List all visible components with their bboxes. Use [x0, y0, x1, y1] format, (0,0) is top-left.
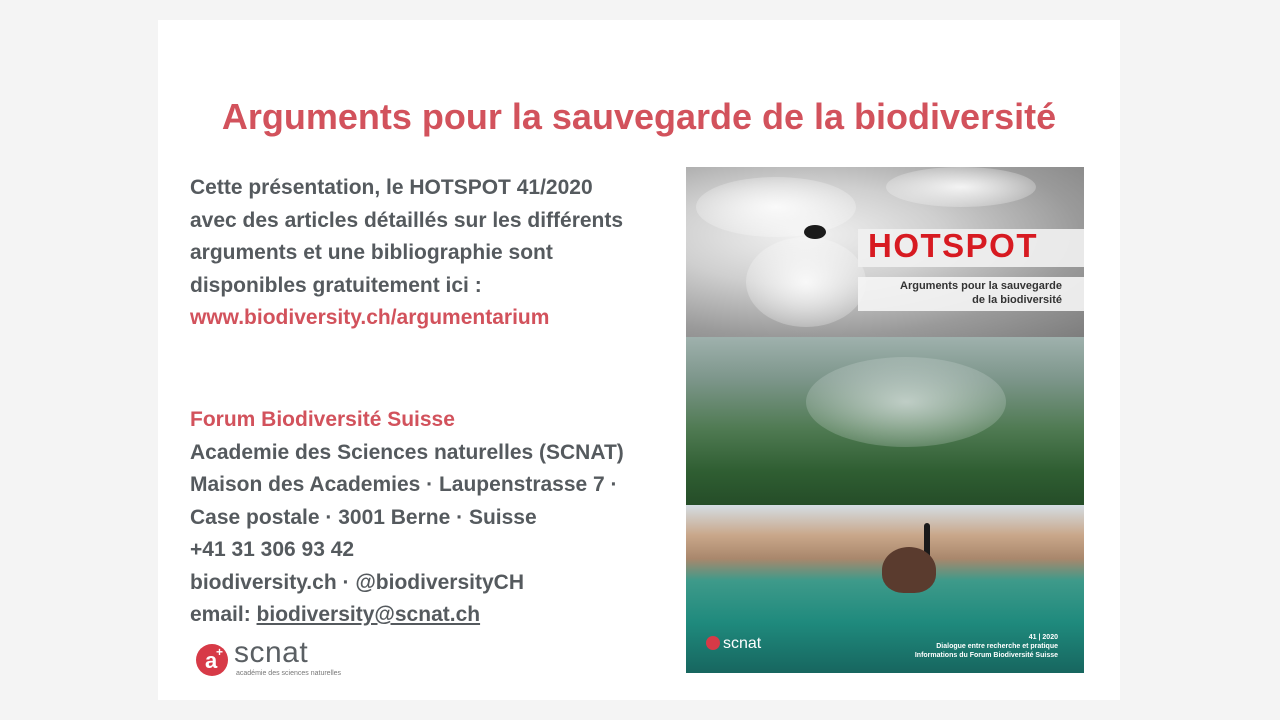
intro-line: Cette présentation, le HOTSPOT 41/2020	[190, 176, 593, 199]
argumentarium-link[interactable]: www.biodiversity.ch/argumentarium	[190, 306, 550, 329]
scnat-logo-icon	[196, 644, 228, 676]
cover-issue-info	[915, 633, 1058, 660]
cover-petal	[886, 167, 1036, 207]
contact-line: Academie des Sciences naturelles (SCNAT)	[190, 440, 624, 464]
cover-subtitle-line: Arguments pour la sauvegarde	[900, 280, 1062, 292]
cover-subtitle-line: de la biodiversité	[972, 294, 1062, 306]
cover-title: HOTSPOT	[868, 227, 1039, 264]
diver-figure	[882, 547, 936, 593]
cover-mist	[806, 357, 1006, 447]
email-link[interactable]: biodiversity@scnat.ch	[256, 603, 481, 626]
intro-text	[190, 172, 690, 335]
email-label: email:	[190, 603, 257, 626]
organization-name: Forum Biodiversité Suisse	[190, 408, 455, 431]
email-line	[190, 599, 690, 632]
slide-title: Arguments pour la sauvegarde de la biodiversité	[221, 96, 1057, 137]
contact-line: Case postale · 3001 Berne · Suisse	[190, 505, 537, 529]
cover-issue-number: 41 | 2020	[1028, 634, 1058, 641]
cover-issue-line: Dialogue entre recherche et pratique	[936, 643, 1058, 650]
cover-scnat-logo	[706, 635, 761, 653]
hotspot-cover-image	[686, 167, 1084, 673]
website-social: biodiversity.ch · @biodiversityCH	[190, 570, 524, 594]
intro-line: avec des articles détaillés sur les différents	[190, 208, 624, 232]
intro-line: arguments et une bibliographie sont	[190, 241, 553, 264]
slide	[158, 20, 1120, 700]
phone-number: +41 31 306 93 42	[190, 538, 355, 561]
contact-block	[190, 404, 690, 632]
cover-petal	[696, 177, 856, 237]
contact-line: Maison des Academies · Laupenstrasse 7 ·	[190, 473, 618, 496]
scnat-logo-tagline: académie des sciences naturelles	[236, 670, 342, 677]
cover-issue-line: Informations du Forum Biodiversité Suisse	[914, 652, 1058, 659]
scnat-logo	[196, 636, 396, 682]
insect-icon	[804, 225, 826, 239]
scnat-logo-word: scnat	[234, 636, 309, 669]
cover-petal	[746, 237, 866, 327]
svg-text:a: a	[205, 648, 218, 673]
svg-text:+: +	[216, 645, 224, 659]
cover-logo-word: scnat	[723, 635, 762, 652]
cover-logo-icon	[706, 636, 720, 650]
cover-subtitle	[900, 279, 1062, 307]
intro-line: disponibles gratuitement ici :	[190, 273, 482, 297]
